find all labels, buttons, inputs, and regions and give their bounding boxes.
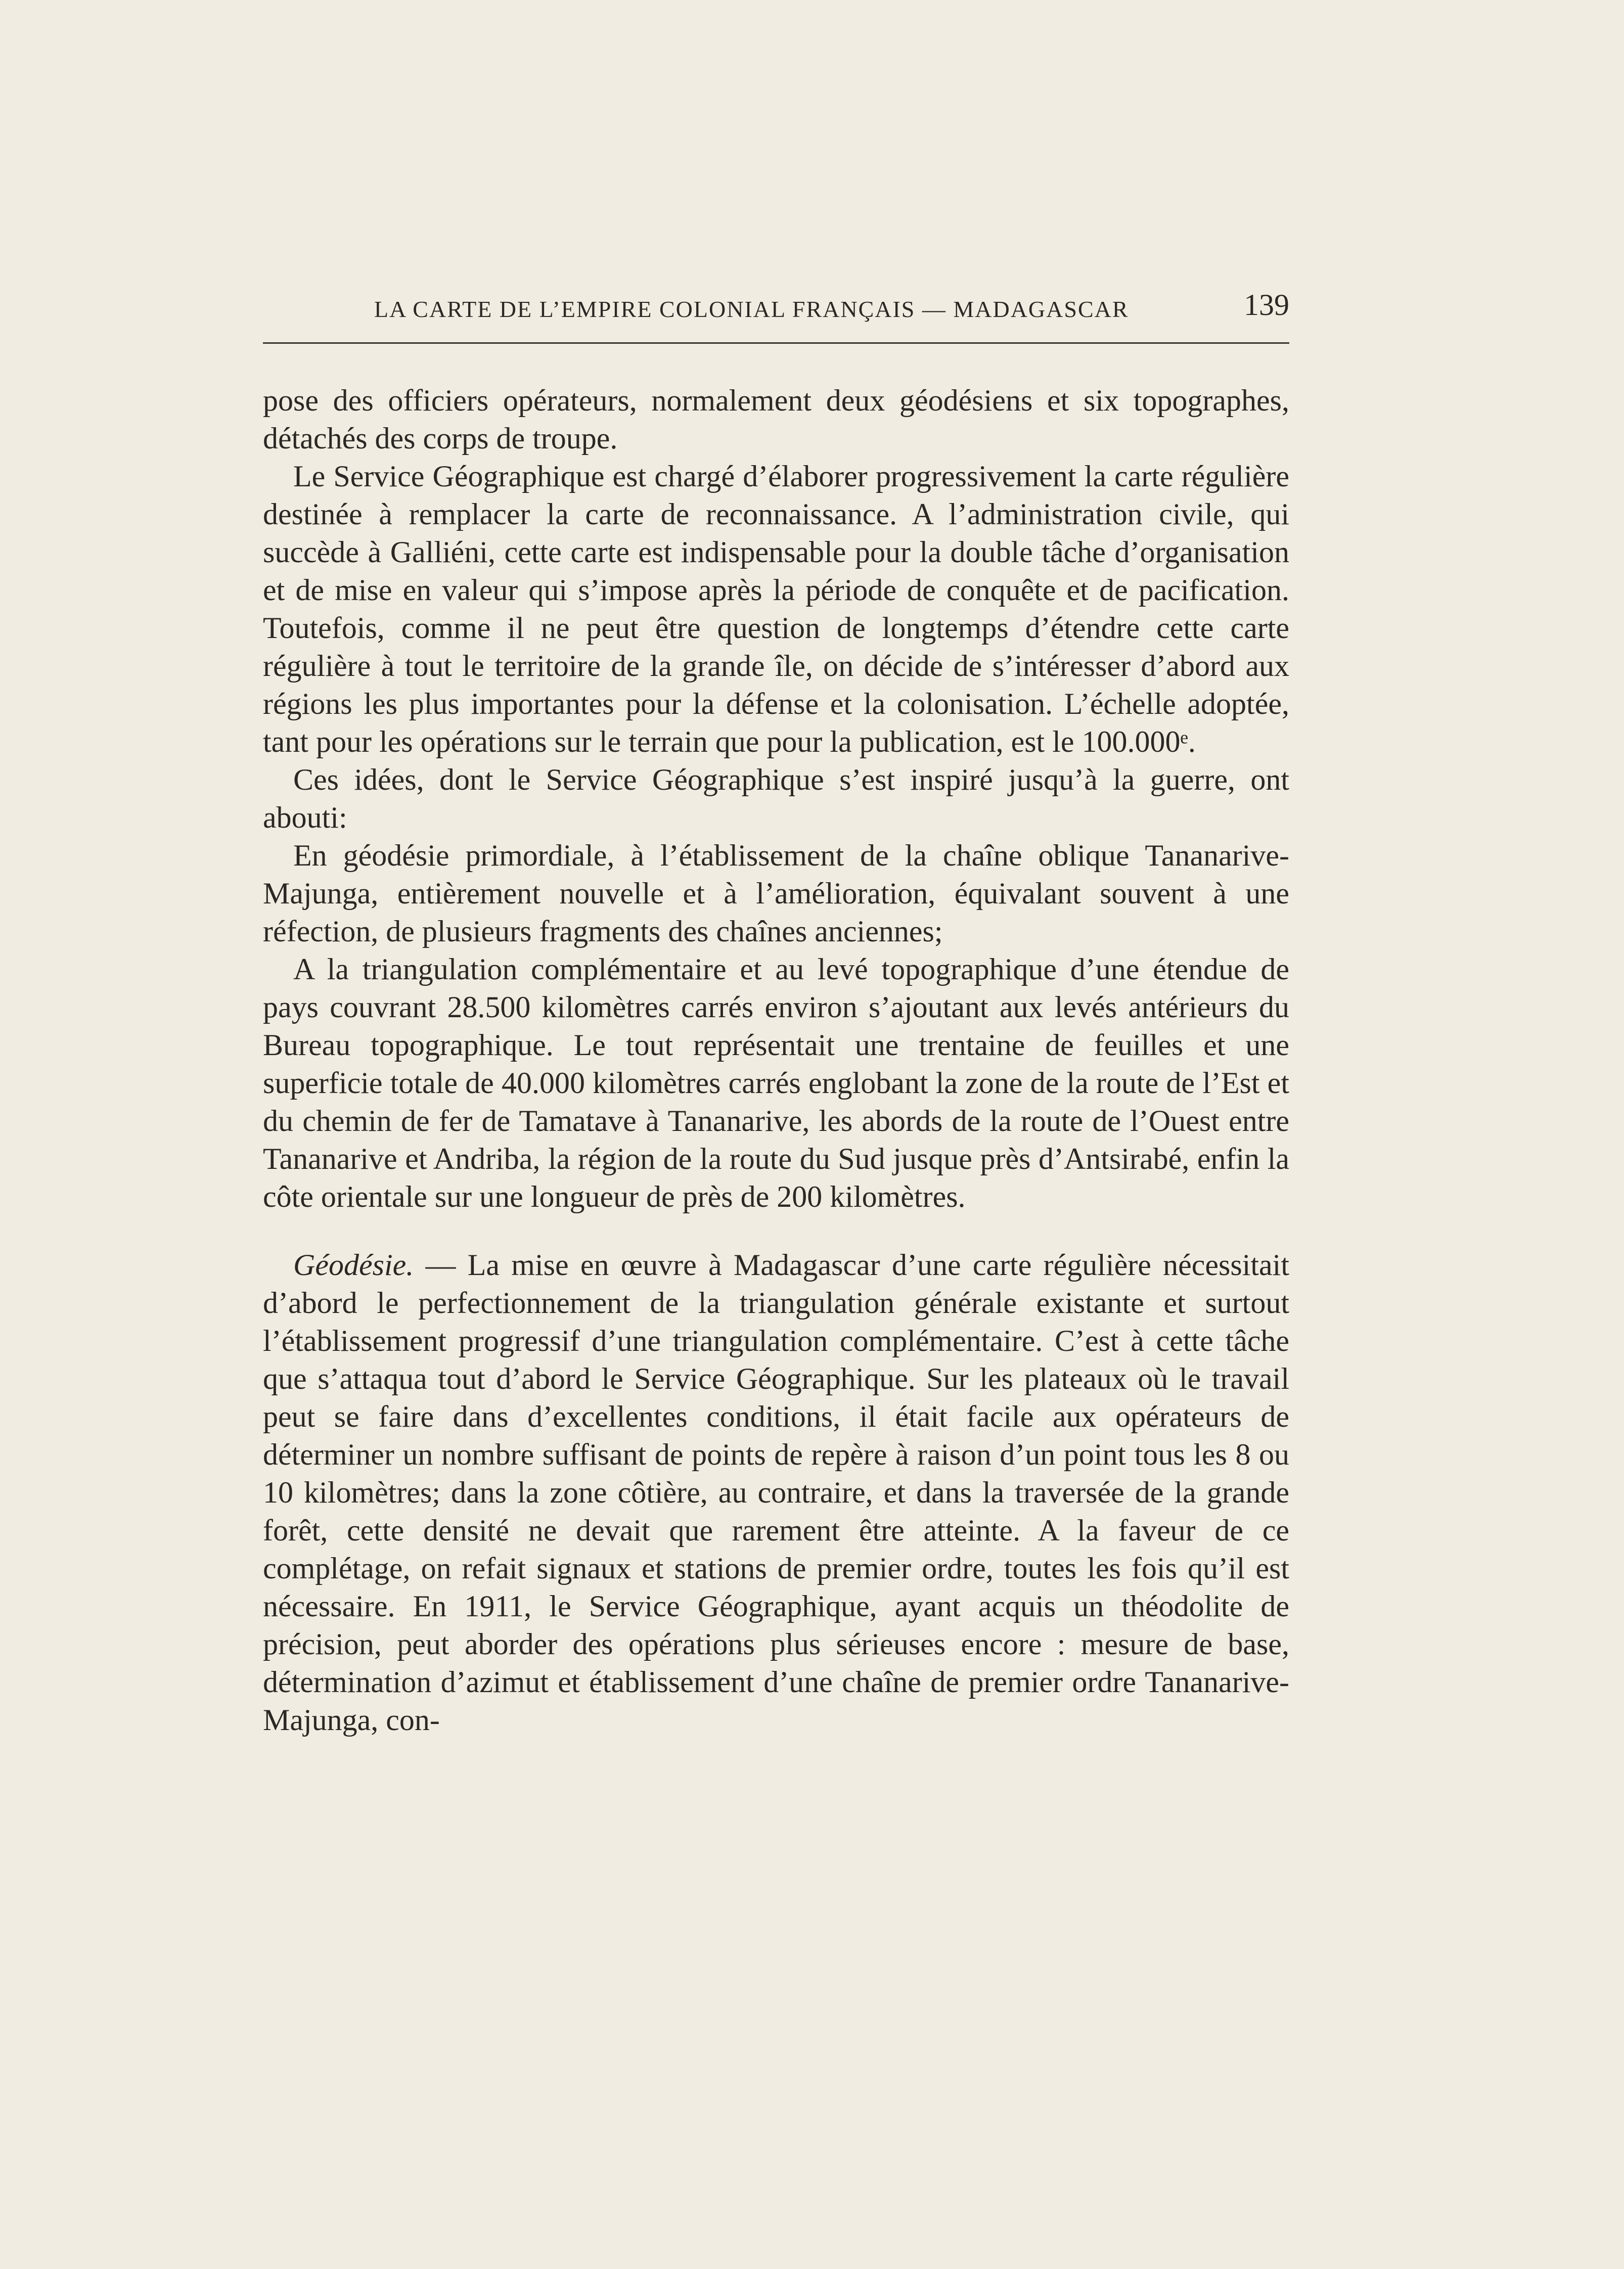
page-header — [263, 288, 1289, 331]
paragraph-continuation: pose des officiers opérateurs, normalement deux géodésiens et six topographes, détachés des corps de troupe. — [263, 384, 1289, 455]
body-text — [263, 382, 1289, 1739]
paragraph-carte-reguliere: Le Service Géographique est chargé d’élaborer progressivement la carte régulière destinée à remplacer la carte de reconnaissance. A l’administration civile, qui succède à Galliéni, cette carte est indispensable pour la double tâche d’organisation et de mise en valeur qui s’impose après la période de conquête et de pacification. Toutefois, comme il ne peut être question de longtemps d’étendre cette carte régulière à tout le territoire de la grande île, on décide de s’intéresser d’abord aux régions les plus importantes pour la défense et la colonisation. L’échelle adoptée, tant pour les opérations sur le terrain que pour la publication, est le 100.000ᵉ. — [263, 460, 1289, 758]
header-rule — [263, 342, 1289, 344]
paragraph-triangulation: A la triangulation complémentaire et au levé topographique d’une étendue de pays couvrant 28.500 kilomètres carrés environ s’ajoutant aux levés antérieurs du Bureau topographique. Le tout représentait une trentaine de feuilles et une superficie totale de 40.000 kilomètres carrés englobant la zone de la route de l’Est et du chemin de fer de Tamatave à Tananarive, les abords de la route de l’Ouest entre Tananarive et Andriba, la région de la route du Sud jusque près d’Antsirabé, enfin la côte orientale sur une longueur de près de 200 kilomètres. — [263, 952, 1289, 1213]
paragraph-geodesie-primordiale: En géodésie primordiale, à l’établissement de la chaîne oblique Tananarive-Majunga, entièrement nouvelle et à l’amélioration, équivalant souvent à une réfection, de plusieurs fragments des chaînes anciennes; — [263, 839, 1289, 948]
running-title: LA CARTE DE L’EMPIRE COLONIAL FRANÇAIS — MADAGASCAR — [374, 296, 1129, 322]
section-title: Géodésie. — [293, 1248, 414, 1282]
paragraph-idees: Ces idées, dont le Service Géographique s’est inspiré jusqu’à la guerre, ont abouti: — [263, 763, 1289, 834]
section-text: — La mise en œuvre à Madagascar d’une carte régulière nécessitait d’abord le perfectionnement de la triangulation générale existante et surtout l’établissement progressif d’une triangulation complémentaire. C’est à cette tâche que s’attaqua tout d’abord le Service Géographique. Sur les plateaux où le travail peut se faire dans d’excellentes conditions, il était facile aux opérateurs de déterminer un nombre suffisant de points de repère à raison d’un point tous les 8 ou 10 kilomètres; dans la zone côtière, au contraire, et dans la traversée de la grande forêt, cette densité ne devait que rarement être atteinte. A la faveur de ce complétage, on refait signaux et stations de premier ordre, toutes les fois qu’il est nécessaire. En 1911, le Service Géographique, ayant acquis un théodolite de précision, peut aborder des opérations plus sérieuses encore : mesure de base, détermination d’azimut et établissement d’une chaîne de premier ordre Tananarive-Majunga, con- — [263, 1248, 1289, 1737]
page-number: 139 — [1244, 288, 1289, 322]
paragraph-geodesie — [263, 1246, 1289, 1739]
